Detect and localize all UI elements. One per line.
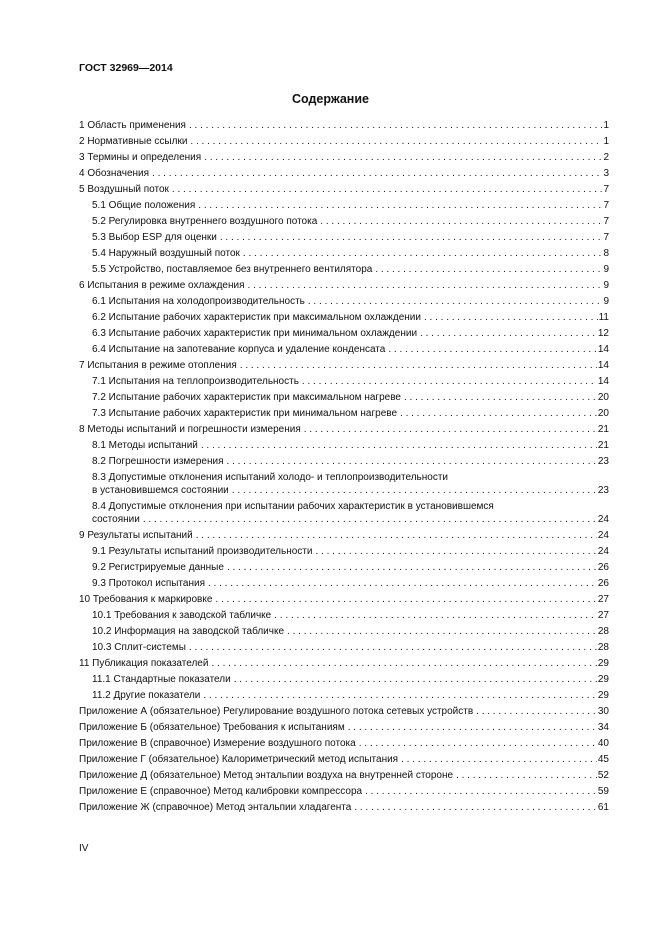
toc-entry [79, 561, 609, 574]
dot-leader [388, 343, 597, 356]
toc-entry-page: 3 [603, 168, 609, 179]
toc-entry-page: 61 [597, 802, 609, 813]
dot-leader [359, 737, 597, 750]
toc-entry-page: 40 [597, 738, 609, 749]
toc-entry-page: 7 [603, 216, 609, 227]
toc-entry-page: 24 [597, 530, 609, 541]
toc-entry-text: Приложение Г (обязательное) Калориметрический метод испытания [79, 754, 399, 765]
toc-entry-text: 6.1 Испытания на холодопроизводительность [92, 296, 305, 307]
dot-leader [375, 263, 602, 276]
toc-entry-page: 27 [597, 594, 609, 605]
dot-leader [476, 705, 597, 718]
toc-entry-text: 3 Термины и определения [79, 152, 202, 163]
toc-entry-text: 4 Обозначения [79, 168, 150, 179]
toc-entry-text: 6 Испытания в режиме охлаждения [79, 280, 245, 291]
toc-entry [79, 167, 609, 180]
toc-entry-text: состоянии [92, 514, 140, 525]
toc-entry-text: Приложение Б (обязательное) Требования к испытаниям [79, 722, 345, 733]
toc-entry-text: 6.4 Испытание на запотевание корпуса и удаление конденсата [92, 344, 386, 355]
toc-entry [79, 279, 609, 292]
toc-entry [79, 327, 609, 340]
dot-leader [227, 455, 597, 468]
toc-entry-text: 8.1 Методы испытаний [92, 440, 198, 451]
toc-entry-page: 7 [603, 184, 609, 195]
dot-leader [203, 689, 597, 702]
toc-entry-text: 8.3 Допустимые отклонения испытаний холодо- и теплопроизводительности [92, 472, 448, 483]
toc-entry-text: 6.3 Испытание рабочих характеристик при минимальном охлаждении [92, 328, 418, 339]
toc-entry [79, 689, 609, 702]
dot-leader [248, 279, 603, 292]
toc-entry-text: 7.2 Испытание рабочих характеристик при максимальном нагреве [92, 392, 401, 403]
toc-entry-text: Приложение А (обязательное) Регулирование воздушного потока сетевых устройств [79, 706, 474, 717]
document-code: ГОСТ 32969—2014 [79, 62, 173, 74]
toc-entry-page: 28 [597, 626, 609, 637]
dot-leader [215, 593, 596, 606]
toc-entry [79, 455, 609, 468]
toc-entry-text: 10.3 Сплит-системы [92, 642, 186, 653]
toc-entry-page: 34 [597, 722, 609, 733]
toc-entry-text: 8.4 Допустимые отклонения при испытании рабочих характеристик в установившемся [92, 501, 494, 512]
dot-leader [143, 513, 597, 526]
dot-leader [227, 561, 597, 574]
toc-entry-text: 11.1 Стандартные показатели [92, 674, 231, 685]
dot-leader [354, 801, 597, 814]
dot-leader [400, 407, 597, 420]
toc-entry-text: 10.1 Требования к заводской табличке [92, 610, 272, 621]
toc-entry [79, 215, 609, 228]
toc-entry-page: 21 [597, 440, 609, 451]
toc-entry-page: 30 [597, 706, 609, 717]
toc-entry-text: в установившемся состоянии [92, 485, 229, 496]
dot-leader [348, 721, 597, 734]
toc-entry-page: 1 [603, 120, 609, 131]
dot-leader [304, 423, 597, 436]
page-number: IV [79, 843, 89, 854]
toc-entry [79, 263, 609, 276]
dot-leader [234, 673, 597, 686]
dot-leader [201, 439, 597, 452]
toc-entry-page: 59 [597, 786, 609, 797]
dot-leader [211, 657, 596, 670]
toc-entry-text: 7.3 Испытание рабочих характеристик при минимальном нагреве [92, 408, 398, 419]
toc-title: Содержание [291, 92, 369, 106]
toc-entry [79, 295, 609, 308]
toc-entry-text: 9.3 Протокол испытания [92, 578, 205, 589]
toc-entry-text: 10 Требования к маркировке [79, 594, 213, 605]
toc-entry-page: 45 [597, 754, 609, 765]
dot-leader [190, 135, 602, 148]
toc-entry [79, 657, 609, 670]
toc-entry-text: 5.4 Наружный воздушный поток [92, 248, 240, 259]
toc-entry [79, 753, 609, 766]
toc-entry-text: 10.2 Информация на заводской табличке [92, 626, 285, 637]
toc-entry-text: Приложение Д (обязательное) Метод энтальпии воздуха на внутренней стороне [79, 770, 454, 781]
toc-entry [79, 471, 609, 497]
dot-leader [424, 311, 598, 324]
toc-entry-page: 14 [597, 344, 609, 355]
dot-leader [189, 641, 597, 654]
toc-entry [79, 625, 609, 638]
dot-leader [243, 247, 603, 260]
dot-leader [365, 785, 597, 798]
toc-entry [79, 439, 609, 452]
dot-leader [204, 151, 602, 164]
toc-entry [79, 343, 609, 356]
toc-entry [79, 119, 609, 132]
toc-entry [79, 135, 609, 148]
toc-entry [79, 721, 609, 734]
toc-entry-page: 12 [597, 328, 609, 339]
toc-entry-page: 23 [597, 456, 609, 467]
dot-leader [208, 577, 597, 590]
toc-entry-text: 5.2 Регулировка внутреннего воздушного потока [92, 216, 318, 227]
toc-entry-page: 1 [603, 136, 609, 147]
toc-entry-text: 5.1 Общие положения [92, 200, 196, 211]
toc-entry-text: 5.5 Устройство, поставляемое без внутреннего вентилятора [92, 264, 373, 275]
toc-entry-page: 11 [598, 312, 609, 323]
dot-leader [420, 327, 597, 340]
toc-entry-text: 8.2 Погрешности измерения [92, 456, 224, 467]
dot-leader [152, 167, 602, 180]
toc-entry-page: 29 [597, 658, 609, 669]
toc-entry-page: 24 [597, 514, 609, 525]
toc-entry [79, 199, 609, 212]
toc-entry [79, 673, 609, 686]
toc-entry-text: Приложение Ж (справочное) Метод энтальпии хладагента [79, 802, 352, 813]
dot-leader [172, 183, 603, 196]
toc-entry-page: 9 [603, 296, 609, 307]
dot-leader [320, 215, 602, 228]
toc-entry-text: 2 Нормативные ссылки [79, 136, 188, 147]
toc-entry [79, 407, 609, 420]
toc-entry-text: Приложение Е (справочное) Метод калибровки компрессора [79, 786, 363, 797]
toc-entry-page: 24 [597, 546, 609, 557]
toc-entry-text: 11 Публикация показателей [79, 658, 209, 669]
toc-entry [79, 500, 609, 526]
toc-entry-text: 7 Испытания в режиме отопления [79, 360, 237, 371]
toc-entry-page: 23 [597, 485, 609, 496]
toc-entry-text: 9.1 Результаты испытаний производительности [92, 546, 313, 557]
toc-entry-page: 26 [597, 578, 609, 589]
toc-entry [79, 359, 609, 372]
toc-entry-text: Приложение В (справочное) Измерение воздушного потока [79, 738, 356, 749]
toc-entry-page: 20 [597, 392, 609, 403]
toc-entry-page: 7 [603, 232, 609, 243]
toc-entry-page: 7 [603, 200, 609, 211]
toc-entry-page: 26 [597, 562, 609, 573]
toc-entry [79, 769, 609, 782]
toc-entry [79, 247, 609, 260]
dot-leader [189, 119, 602, 132]
dot-leader [196, 529, 597, 542]
toc-entry-text: 9 Результаты испытаний [79, 530, 193, 541]
toc-entry-page: 52 [597, 770, 609, 781]
toc-entry-page: 20 [597, 408, 609, 419]
toc-entry [79, 375, 609, 388]
toc-entry-text: 8 Методы испытаний и погрешности измерения [79, 424, 301, 435]
toc-entry-text: 6.2 Испытание рабочих характеристик при максимальном охлаждении [92, 312, 421, 323]
dot-leader [220, 231, 603, 244]
dot-leader [456, 769, 597, 782]
toc-entry [79, 423, 609, 436]
toc-entry [79, 801, 609, 814]
toc-entry [79, 705, 609, 718]
toc-entry [79, 529, 609, 542]
toc-entry [79, 151, 609, 164]
dot-leader [404, 391, 597, 404]
toc-entry-page: 21 [597, 424, 609, 435]
toc-entry-page: 29 [597, 690, 609, 701]
dot-leader [232, 484, 597, 497]
dot-leader [198, 199, 602, 212]
toc-entry [79, 609, 609, 622]
toc-entry-page: 14 [597, 360, 609, 371]
toc-entry-page: 8 [603, 248, 609, 259]
toc-entry [79, 577, 609, 590]
dot-leader [308, 295, 603, 308]
dot-leader [287, 625, 597, 638]
table-of-contents [79, 119, 609, 817]
dot-leader [240, 359, 597, 372]
toc-entry [79, 737, 609, 750]
toc-entry-page: 9 [603, 264, 609, 275]
toc-entry-page: 14 [597, 376, 609, 387]
toc-entry [79, 545, 609, 558]
toc-entry-page: 9 [603, 280, 609, 291]
toc-entry-page: 29 [597, 674, 609, 685]
toc-entry [79, 641, 609, 654]
toc-entry-page: 27 [597, 610, 609, 621]
toc-entry [79, 311, 609, 324]
toc-entry-text: 5 Воздушный поток [79, 184, 169, 195]
toc-entry-page: 28 [597, 642, 609, 653]
dot-leader [274, 609, 597, 622]
toc-entry [79, 231, 609, 244]
dot-leader [302, 375, 597, 388]
toc-entry-text: 9.2 Регистрируемые данные [92, 562, 224, 573]
dot-leader [401, 753, 597, 766]
toc-entry [79, 183, 609, 196]
toc-entry [79, 391, 609, 404]
toc-entry-text: 1 Область применения [79, 120, 186, 131]
toc-entry [79, 785, 609, 798]
toc-entry-text: 11.2 Другие показатели [92, 690, 201, 701]
toc-entry-text: 7.1 Испытания на теплопроизводительность [92, 376, 299, 387]
toc-entry-page: 2 [603, 152, 609, 163]
dot-leader [315, 545, 596, 558]
toc-entry-text: 5.3 Выбор ESP для оценки [92, 232, 217, 243]
toc-entry [79, 593, 609, 606]
